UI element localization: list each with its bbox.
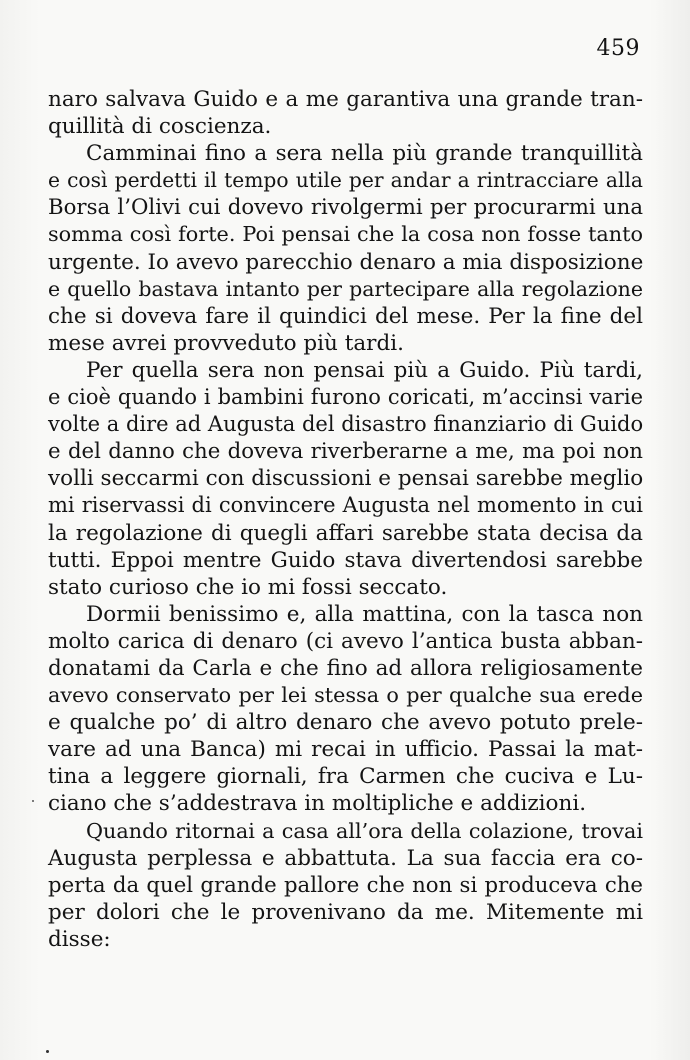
text-line: vare ad una Banca) mi recai in ufficio. Passai la mat-: [48, 737, 643, 763]
text-line: tutti. Eppoi mentre Guido stava divertendosi sarebbe: [48, 547, 643, 573]
text-line: volli seccarmi con discussioni e pensai sarebbe meglio: [48, 466, 644, 492]
text-line: volte a dire ad Augusta del disastro finanziario di Guido: [48, 412, 644, 437]
text-line: urgente. Io avevo parecchio denaro a mia disposizione: [48, 249, 644, 275]
text-line: donatami da Carla e che fino ad allora religiosamente: [48, 655, 643, 681]
paragraph-start-line: Camminai fino a sera nella più grande tranquillità: [86, 141, 643, 167]
text-line: la regolazione di quegli affari sarebbe stata decisa da: [48, 520, 643, 546]
text-line: perta da quel grande pallore che non si produceva che: [48, 872, 643, 898]
text-line: tina a leggere giornali, fra Carmen che cuciva e Lu-: [48, 764, 643, 790]
text-line: e qualche po’ di altro denaro che avevo potuto prele-: [48, 710, 643, 736]
text-line: e del danno che doveva riverberarne a me, ma poi non: [48, 439, 643, 465]
text-line: mese avrei provveduto più tardi.: [48, 330, 404, 356]
text-line: Augusta perplessa e abbattuta. La sua faccia era co-: [48, 845, 643, 871]
text-line: ciano che s’addestrava in moltipliche e addizioni.: [48, 791, 587, 817]
paragraph-start-line: Dormii benissimo e, alla mattina, con la tasca non: [86, 601, 643, 627]
text-line: disse:: [48, 926, 111, 952]
body-text: [48, 86, 643, 953]
bottom-speck: [46, 1050, 49, 1053]
text-line: naro salvava Guido e a me garantiva una grande tran-: [48, 87, 643, 112]
text-line: somma così forte. Poi pensai che la cosa non fosse tanto: [48, 222, 643, 247]
text-line: Borsa l’Olivi cui dovevo rivolgermi per procurarmi una: [48, 195, 643, 221]
text-line: stato curioso che io mi fossi seccato.: [48, 574, 448, 600]
text-line: e cioè quando i bambini furono coricati, m’accinsi varie: [48, 385, 643, 410]
text-line: quillità di coscienza.: [48, 114, 272, 140]
text-line: per dolori che le provenivano da me. Mitemente mi: [48, 899, 643, 925]
text-line: e così perdetti il tempo utile per andar a rintracciare alla: [48, 168, 643, 193]
paragraph-start-line: Quando ritornai a casa all’ora della colazione, trovai: [86, 818, 643, 843]
text-line: avevo conservato per lei stessa o per qualche sua erede: [48, 683, 643, 708]
text-line: e quello bastava intanto per partecipare alla regolazione: [48, 276, 643, 301]
paragraph-start-line: Per quella sera non pensai più a Guido. Più tardi,: [86, 357, 643, 383]
page-number: 459: [596, 36, 640, 61]
text-line: molto carica di denaro (ci avevo l’antica busta abban-: [48, 628, 643, 654]
margin-speck: [32, 800, 34, 802]
text-line: che si doveva fare il quindici del mese. Per la fine del: [48, 303, 643, 329]
text-line: mi riservassi di convincere Augusta nel momento in cui: [48, 493, 643, 518]
